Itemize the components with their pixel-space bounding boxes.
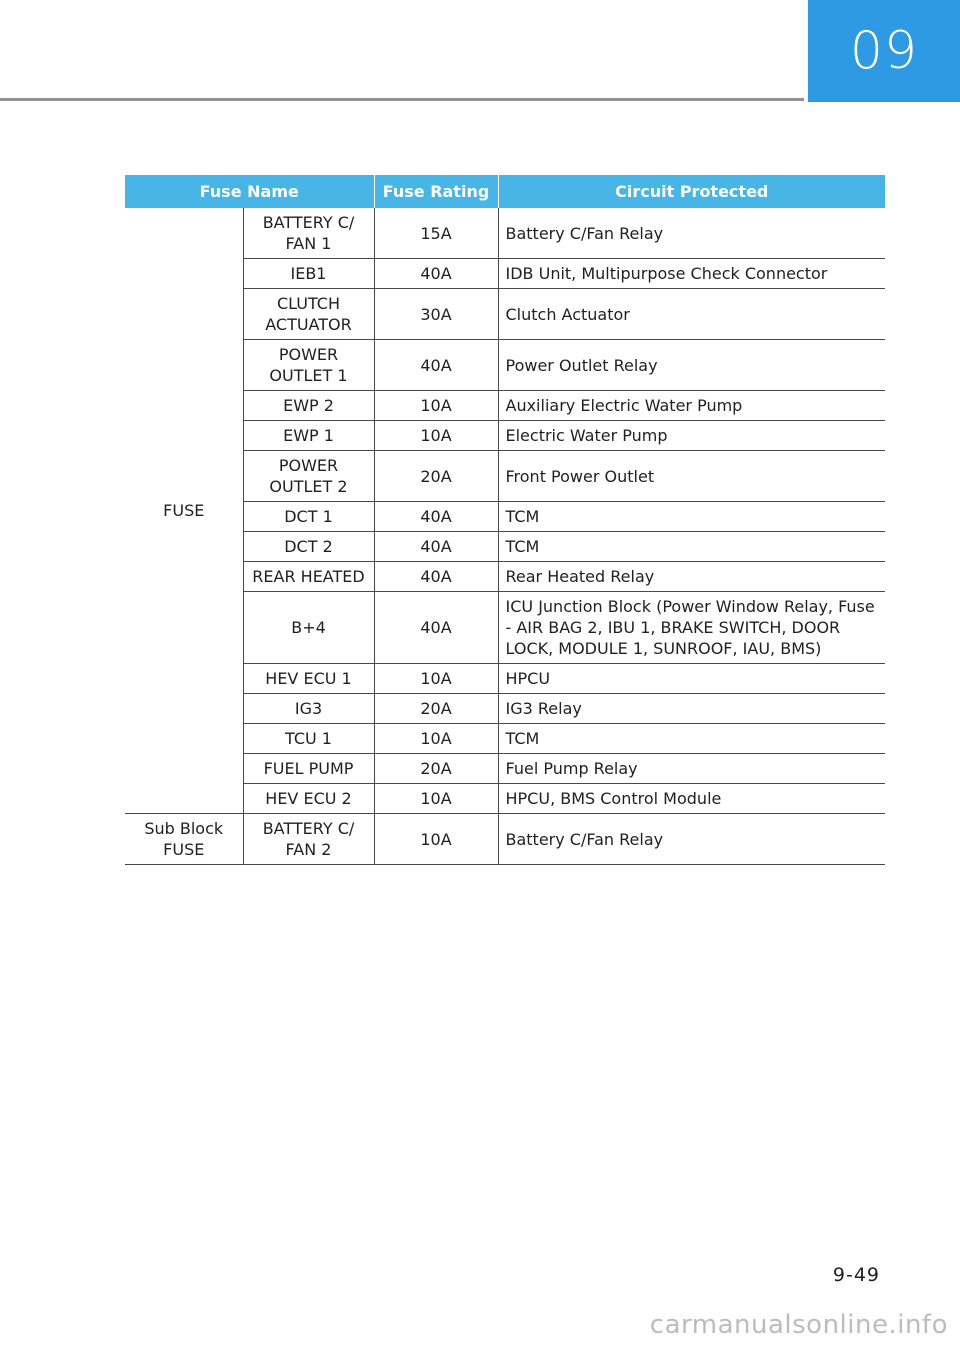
fuse-name-cell: HEV ECU 2 xyxy=(243,784,374,814)
fuse-rating-cell: 15A xyxy=(374,208,498,259)
circuit-protected-cell: Electric Water Pump xyxy=(498,421,885,451)
fuse-name-cell: BATTERY C/ FAN 2 xyxy=(243,814,374,865)
column-header-circuit-protected: Circuit Protected xyxy=(498,175,885,208)
fuse-rating-cell: 10A xyxy=(374,664,498,694)
fuse-name-cell: REAR HEATED xyxy=(243,562,374,592)
fuse-rating-cell: 10A xyxy=(374,391,498,421)
fuse-name-cell: EWP 1 xyxy=(243,421,374,451)
page-number: 9-49 xyxy=(832,1264,880,1286)
fuse-rating-cell: 40A xyxy=(374,259,498,289)
watermark: carmanualsonline.info xyxy=(649,1310,948,1340)
fuse-rating-cell: 10A xyxy=(374,724,498,754)
fuse-name-cell: IG3 xyxy=(243,694,374,724)
table-header-row xyxy=(125,175,885,208)
circuit-protected-cell: HPCU xyxy=(498,664,885,694)
circuit-protected-cell: IG3 Relay xyxy=(498,694,885,724)
circuit-protected-cell: Front Power Outlet xyxy=(498,451,885,502)
fuse-rating-cell: 20A xyxy=(374,694,498,724)
circuit-protected-cell: Battery C/Fan Relay xyxy=(498,208,885,259)
fuse-name-cell: POWER OUTLET 2 xyxy=(243,451,374,502)
fuse-name-cell: IEB1 xyxy=(243,259,374,289)
chapter-tab xyxy=(808,0,960,102)
circuit-protected-cell: Power Outlet Relay xyxy=(498,340,885,391)
chapter-number: 09 xyxy=(849,21,919,81)
fuse-name-cell: POWER OUTLET 1 xyxy=(243,340,374,391)
circuit-protected-cell: TCM xyxy=(498,502,885,532)
fuse-name-cell: CLUTCH ACTUATOR xyxy=(243,289,374,340)
fuse-name-cell: FUEL PUMP xyxy=(243,754,374,784)
fuse-name-cell: HEV ECU 1 xyxy=(243,664,374,694)
fuse-table xyxy=(125,175,885,865)
fuse-rating-cell: 40A xyxy=(374,502,498,532)
circuit-protected-cell: Battery C/Fan Relay xyxy=(498,814,885,865)
table-body xyxy=(125,208,885,865)
circuit-protected-cell: ICU Junction Block (Power Window Relay, Fuse - AIR BAG 2, IBU 1, BRAKE SWITCH, DOOR LOCK, MODULE 1, SUNROOF, IAU, BMS) xyxy=(498,592,885,664)
fuse-rating-cell: 20A xyxy=(374,451,498,502)
fuse-name-cell: B+4 xyxy=(243,592,374,664)
fuse-name-cell: DCT 2 xyxy=(243,532,374,562)
fuse-group-name: FUSE xyxy=(125,208,243,814)
fuse-rating-cell: 40A xyxy=(374,562,498,592)
fuse-rating-cell: 20A xyxy=(374,754,498,784)
table-row xyxy=(125,814,885,865)
circuit-protected-cell: Fuel Pump Relay xyxy=(498,754,885,784)
circuit-protected-cell: Auxiliary Electric Water Pump xyxy=(498,391,885,421)
fuse-rating-cell: 30A xyxy=(374,289,498,340)
header-rule xyxy=(0,98,804,101)
column-header-fuse-name: Fuse Name xyxy=(125,175,374,208)
fuse-name-cell: BATTERY C/ FAN 1 xyxy=(243,208,374,259)
fuse-rating-cell: 10A xyxy=(374,814,498,865)
circuit-protected-cell: IDB Unit, Multipurpose Check Connector xyxy=(498,259,885,289)
fuse-rating-cell: 10A xyxy=(374,784,498,814)
circuit-protected-cell: TCM xyxy=(498,532,885,562)
circuit-protected-cell: HPCU, BMS Control Module xyxy=(498,784,885,814)
table-row xyxy=(125,208,885,259)
fuse-rating-cell: 40A xyxy=(374,532,498,562)
fuse-rating-cell: 40A xyxy=(374,340,498,391)
column-header-fuse-rating: Fuse Rating xyxy=(374,175,498,208)
fuse-rating-cell: 40A xyxy=(374,592,498,664)
fuse-name-cell: TCU 1 xyxy=(243,724,374,754)
fuse-group-name: Sub Block FUSE xyxy=(125,814,243,865)
circuit-protected-cell: Rear Heated Relay xyxy=(498,562,885,592)
fuse-name-cell: DCT 1 xyxy=(243,502,374,532)
fuse-name-cell: EWP 2 xyxy=(243,391,374,421)
fuse-rating-cell: 10A xyxy=(374,421,498,451)
circuit-protected-cell: Clutch Actuator xyxy=(498,289,885,340)
circuit-protected-cell: TCM xyxy=(498,724,885,754)
